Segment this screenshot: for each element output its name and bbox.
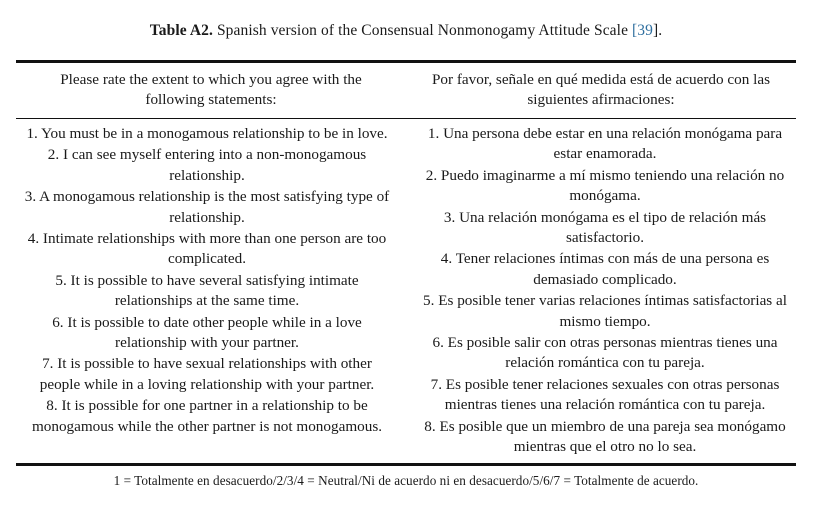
list-item — [420, 333, 790, 374]
list-item — [420, 291, 790, 332]
item-number: 4. — [440, 250, 453, 268]
list-item — [420, 249, 790, 290]
item-number: 8. — [46, 397, 58, 415]
caption-reference-link[interactable]: 39 — [637, 22, 653, 39]
item-number: 7. — [430, 375, 442, 393]
caption-reference-close: ]. — [653, 22, 663, 39]
item-number: 5. — [423, 292, 435, 310]
item-number: 2. — [47, 146, 60, 164]
item-text: Es posible salir con otras personas mientras tienes una relación romántica con tu pareja. — [447, 334, 778, 372]
item-text: Intimate relationships with more than one person are too complicated. — [42, 230, 387, 268]
item-number: 1. — [26, 125, 38, 142]
table-header-row — [16, 63, 796, 118]
item-number: 6. — [52, 313, 64, 331]
item-text: It is possible to date other people while in a love relationship with your partner. — [67, 313, 362, 352]
item-text: It is possible to have sexual relationships with other people while in a loving relationship with your partner. — [39, 355, 375, 393]
caption-reference-open: [ — [632, 22, 638, 39]
table-caption — [16, 21, 796, 41]
list-item — [22, 354, 392, 395]
item-number: 2. — [425, 166, 438, 184]
list-item — [420, 375, 790, 416]
item-text: Puedo imaginarme a mí mismo teniendo una relación no monógama. — [440, 166, 785, 205]
item-number: 3. — [443, 208, 456, 226]
list-item — [420, 208, 790, 249]
item-number: 7. — [42, 355, 54, 373]
list-item — [22, 124, 392, 144]
list-item — [22, 396, 392, 437]
table-body — [16, 119, 796, 463]
column-spanish-items — [406, 124, 796, 459]
item-text: Es posible tener relaciones sexuales con otras personas mientras tienes una relación romántica con tu pareja. — [444, 375, 780, 414]
item-text: Es posible tener varias relaciones íntimas satisfactorias al mismo tiempo. — [438, 292, 787, 330]
item-number: 6. — [432, 334, 444, 352]
table-footnote: 1 = Totalmente en desacuerdo/2/3/4 = Neutral/Ni de acuerdo ni en desacuerdo/5/6/7 = Totalmente de acuerdo. — [113, 472, 699, 488]
column-header-english: Please rate the extent to which you agree with the following statements: — [60, 71, 362, 108]
item-number: 3. — [24, 188, 37, 206]
list-item — [22, 187, 392, 228]
item-text: It is possible for one partner in a relationship to be monogamous while the other partner is not monogamous. — [31, 397, 383, 435]
item-text: Una relación monógama es el tipo de relación más satisfactorio. — [459, 208, 767, 247]
list-item — [420, 166, 790, 207]
item-number: 4. — [27, 230, 40, 248]
item-text: Tener relaciones íntimas con más de una persona es demasiado complicado. — [455, 250, 770, 288]
item-text: Es posible que un miembro de una pareja sea monógamo mientras que el otro no lo sea. — [439, 417, 786, 456]
list-item — [420, 124, 790, 165]
item-text: It is possible to have several satisfying intimate relationships at the same time. — [70, 271, 359, 310]
column-header-spanish: Por favor, señale en qué medida está de acuerdo con las siguientes afirmaciones: — [431, 71, 771, 108]
column-english-items — [16, 124, 406, 459]
item-text: I can see myself entering into a non-monogamous relationship. — [62, 146, 367, 184]
list-item — [22, 271, 392, 312]
item-text: Una persona debe estar en una relación monógama para estar enamorada. — [443, 125, 783, 163]
caption-label: Table A2. — [149, 22, 213, 39]
list-item — [22, 145, 392, 186]
item-number: 8. — [424, 417, 436, 435]
item-text: You must be in a monogamous relationship to be in love. — [41, 125, 388, 142]
list-item — [420, 417, 790, 458]
item-number: 5. — [55, 271, 67, 289]
list-item — [22, 229, 392, 270]
item-number: 1. — [427, 125, 440, 142]
list-item — [22, 313, 392, 354]
item-text: A monogamous relationship is the most satisfying type of relationship. — [39, 188, 390, 226]
caption-text: Spanish version of the Consensual Nonmonogamy Attitude Scale — [212, 22, 633, 39]
table-a2 — [16, 60, 796, 490]
